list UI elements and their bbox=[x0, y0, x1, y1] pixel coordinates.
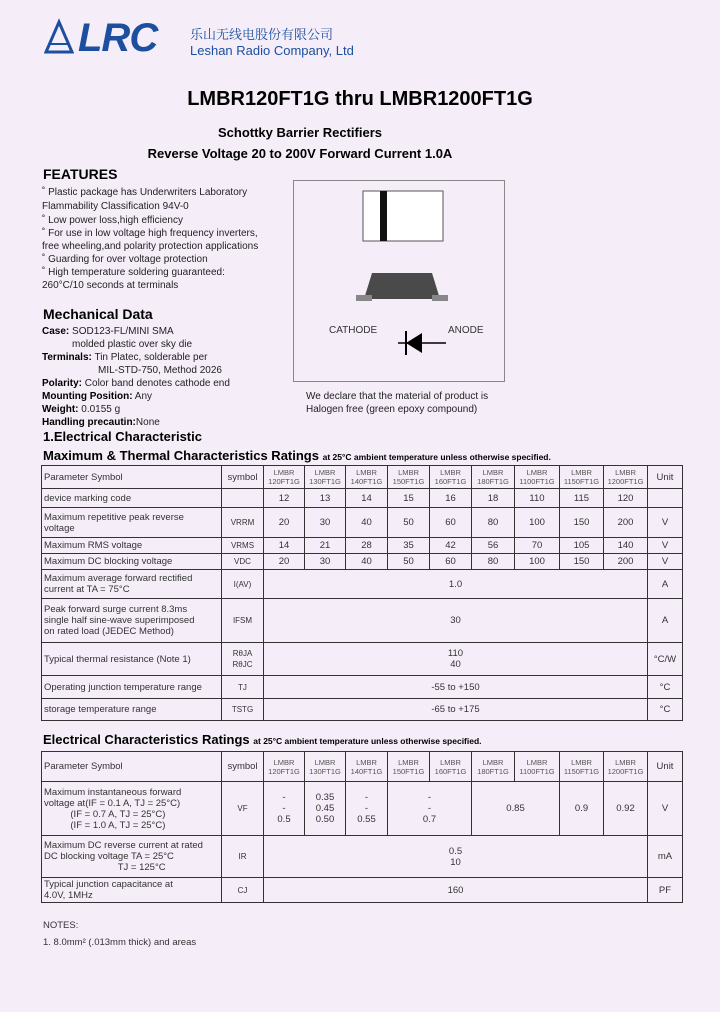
feature-line: 260°C/10 seconds at terminals bbox=[42, 280, 179, 291]
logo-brand: LRC bbox=[78, 16, 158, 60]
package-diagram bbox=[293, 180, 505, 382]
mech-polarity: Polarity: Color band denotes cathode end bbox=[42, 378, 230, 389]
feature-line: free wheeling,and polarity protection applications bbox=[42, 241, 259, 252]
table-row: Maximum instantaneous forward voltage at(IF = 0.1 A, TJ = 25°C) (IF = 0.7 A, TJ = 25°C) (IF = 1.0 A, TJ = 25°C) VF - - 0.5 0.35 0.45 0.50 - - 0.55 - - 0.7 0.85 0.9 0.92 V bbox=[42, 782, 683, 836]
company-name-cn: 乐山无线电股份有限公司 bbox=[190, 27, 334, 42]
package-top-view bbox=[363, 191, 443, 241]
package-drawing bbox=[294, 181, 504, 381]
electrical-characteristic-heading: 1.Electrical Characteristic bbox=[43, 429, 202, 444]
max-ratings-table bbox=[41, 465, 683, 721]
package-lead-left bbox=[356, 295, 372, 301]
table-row: Parameter Symbol symbol LMBR 120FT1G LMBR 130FT1G LMBR 140FT1G LMBR 150FT1G LMBR 160FT1G LMBR 180FT1G LMBR 1100FT1G LMBR 1150FT1G LMBR 1200FT1G Unit bbox=[42, 752, 683, 782]
company-name-en: Leshan Radio Company, Ltd bbox=[190, 43, 354, 58]
mech-terminals: Terminals: Tin Platec, solderable per bbox=[42, 352, 208, 363]
electrical-characteristics-table bbox=[41, 751, 683, 903]
note-1: 1. 8.0mm² (.013mm thick) and areas bbox=[43, 937, 197, 948]
table-row: Maximum average forward rectified current at TA = 75°C I(AV) 1.0 A bbox=[42, 570, 683, 599]
table-row: Peak forward surge current 8.3ms single half sine-wave superimposed on rated load (JEDEC Method) IFSM 30 A bbox=[42, 599, 683, 643]
subtitle-product-type: Schottky Barrier Rectifiers bbox=[217, 125, 382, 140]
table1-heading: Maximum & Thermal Characteristics Ratings at 25°C ambient temperature unless otherwise specified. bbox=[43, 448, 551, 463]
subtitle-ratings: Reverse Voltage 20 to 200V Forward Current 1.0A bbox=[147, 146, 453, 161]
declaration-line-2: Halogen free (green epoxy compound) bbox=[306, 404, 478, 415]
features-heading: FEATURES bbox=[43, 166, 118, 182]
package-body-side bbox=[364, 273, 440, 299]
table-row: Maximum repetitive peak reverse voltage VRRM 20 30 40 50 60 80 100 150 200 V bbox=[42, 508, 683, 538]
table-row: Parameter Symbol symbol LMBR 120FT1G LMBR 130FT1G LMBR 140FT1G LMBR 150FT1G LMBR 160FT1G LMBR 180FT1G LMBR 1100FT1G LMBR 1150FT1G LMBR 1200FT1G Unit bbox=[42, 466, 683, 489]
table-row: Typical junction capacitance at 4.0V, 1MHz CJ 160 PF bbox=[42, 878, 683, 903]
feature-line: ˚ High temperature soldering guaranteed: bbox=[42, 267, 225, 278]
mech-case-2: molded plastic over sky die bbox=[72, 339, 193, 350]
table-row: Typical thermal resistance (Note 1) RθJA RθJC 110 40 °C/W bbox=[42, 643, 683, 676]
table-row: Maximum RMS voltage VRMS 14 21 28 35 42 56 70 105 140 V bbox=[42, 538, 683, 554]
mech-case: Case: SOD123-FL/MINI SMA bbox=[42, 326, 174, 337]
page-title: LMBR120FT1G thru LMBR1200FT1G bbox=[187, 88, 533, 110]
feature-line: ˚ For use in low voltage high frequency inverters, bbox=[42, 228, 258, 239]
feature-line: Flammability Classification 94V-0 bbox=[42, 201, 189, 212]
table-row: Maximum DC reverse current at rated DC blocking voltage TA = 25°C TJ = 125°C IR 0.5 10 mA bbox=[42, 836, 683, 878]
mech-weight: Weight: 0.0155 g bbox=[42, 404, 121, 415]
feature-line: ˚ Plastic package has Underwriters Laboratory bbox=[42, 187, 248, 198]
feature-line: ˚ Guarding for over voltage protection bbox=[42, 254, 208, 265]
table-row: device marking code 12 13 14 15 16 18 110 115 120 bbox=[42, 489, 683, 508]
table-row: Operating junction temperature range TJ -55 to +150 °C bbox=[42, 676, 683, 699]
feature-line: ˚ Low power loss,high efficiency bbox=[42, 215, 183, 226]
diode-symbol bbox=[406, 333, 422, 353]
mech-handling: Handling precautin:None bbox=[42, 417, 160, 428]
table-row: Maximum DC blocking voltage VDC 20 30 40 50 60 80 100 150 200 V bbox=[42, 554, 683, 570]
cathode-label: CATHODE bbox=[329, 325, 378, 336]
mechanical-heading: Mechanical Data bbox=[43, 306, 153, 322]
table2-heading: Electrical Characteristics Ratings at 25°C ambient temperature unless otherwise specified. bbox=[43, 732, 482, 747]
logo-triangle-mark bbox=[44, 18, 74, 58]
cathode-band bbox=[380, 191, 387, 241]
mech-terminals-2: MIL-STD-750, Method 2026 bbox=[98, 365, 222, 376]
table-row: storage temperature range TSTG -65 to +175 °C bbox=[42, 699, 683, 721]
mech-mounting: Mounting Position: Any bbox=[42, 391, 153, 402]
declaration-line-1: We declare that the material of product is bbox=[306, 391, 489, 402]
notes-heading: NOTES: bbox=[43, 920, 79, 931]
anode-label: ANODE bbox=[448, 325, 484, 336]
package-lead-right bbox=[432, 295, 448, 301]
